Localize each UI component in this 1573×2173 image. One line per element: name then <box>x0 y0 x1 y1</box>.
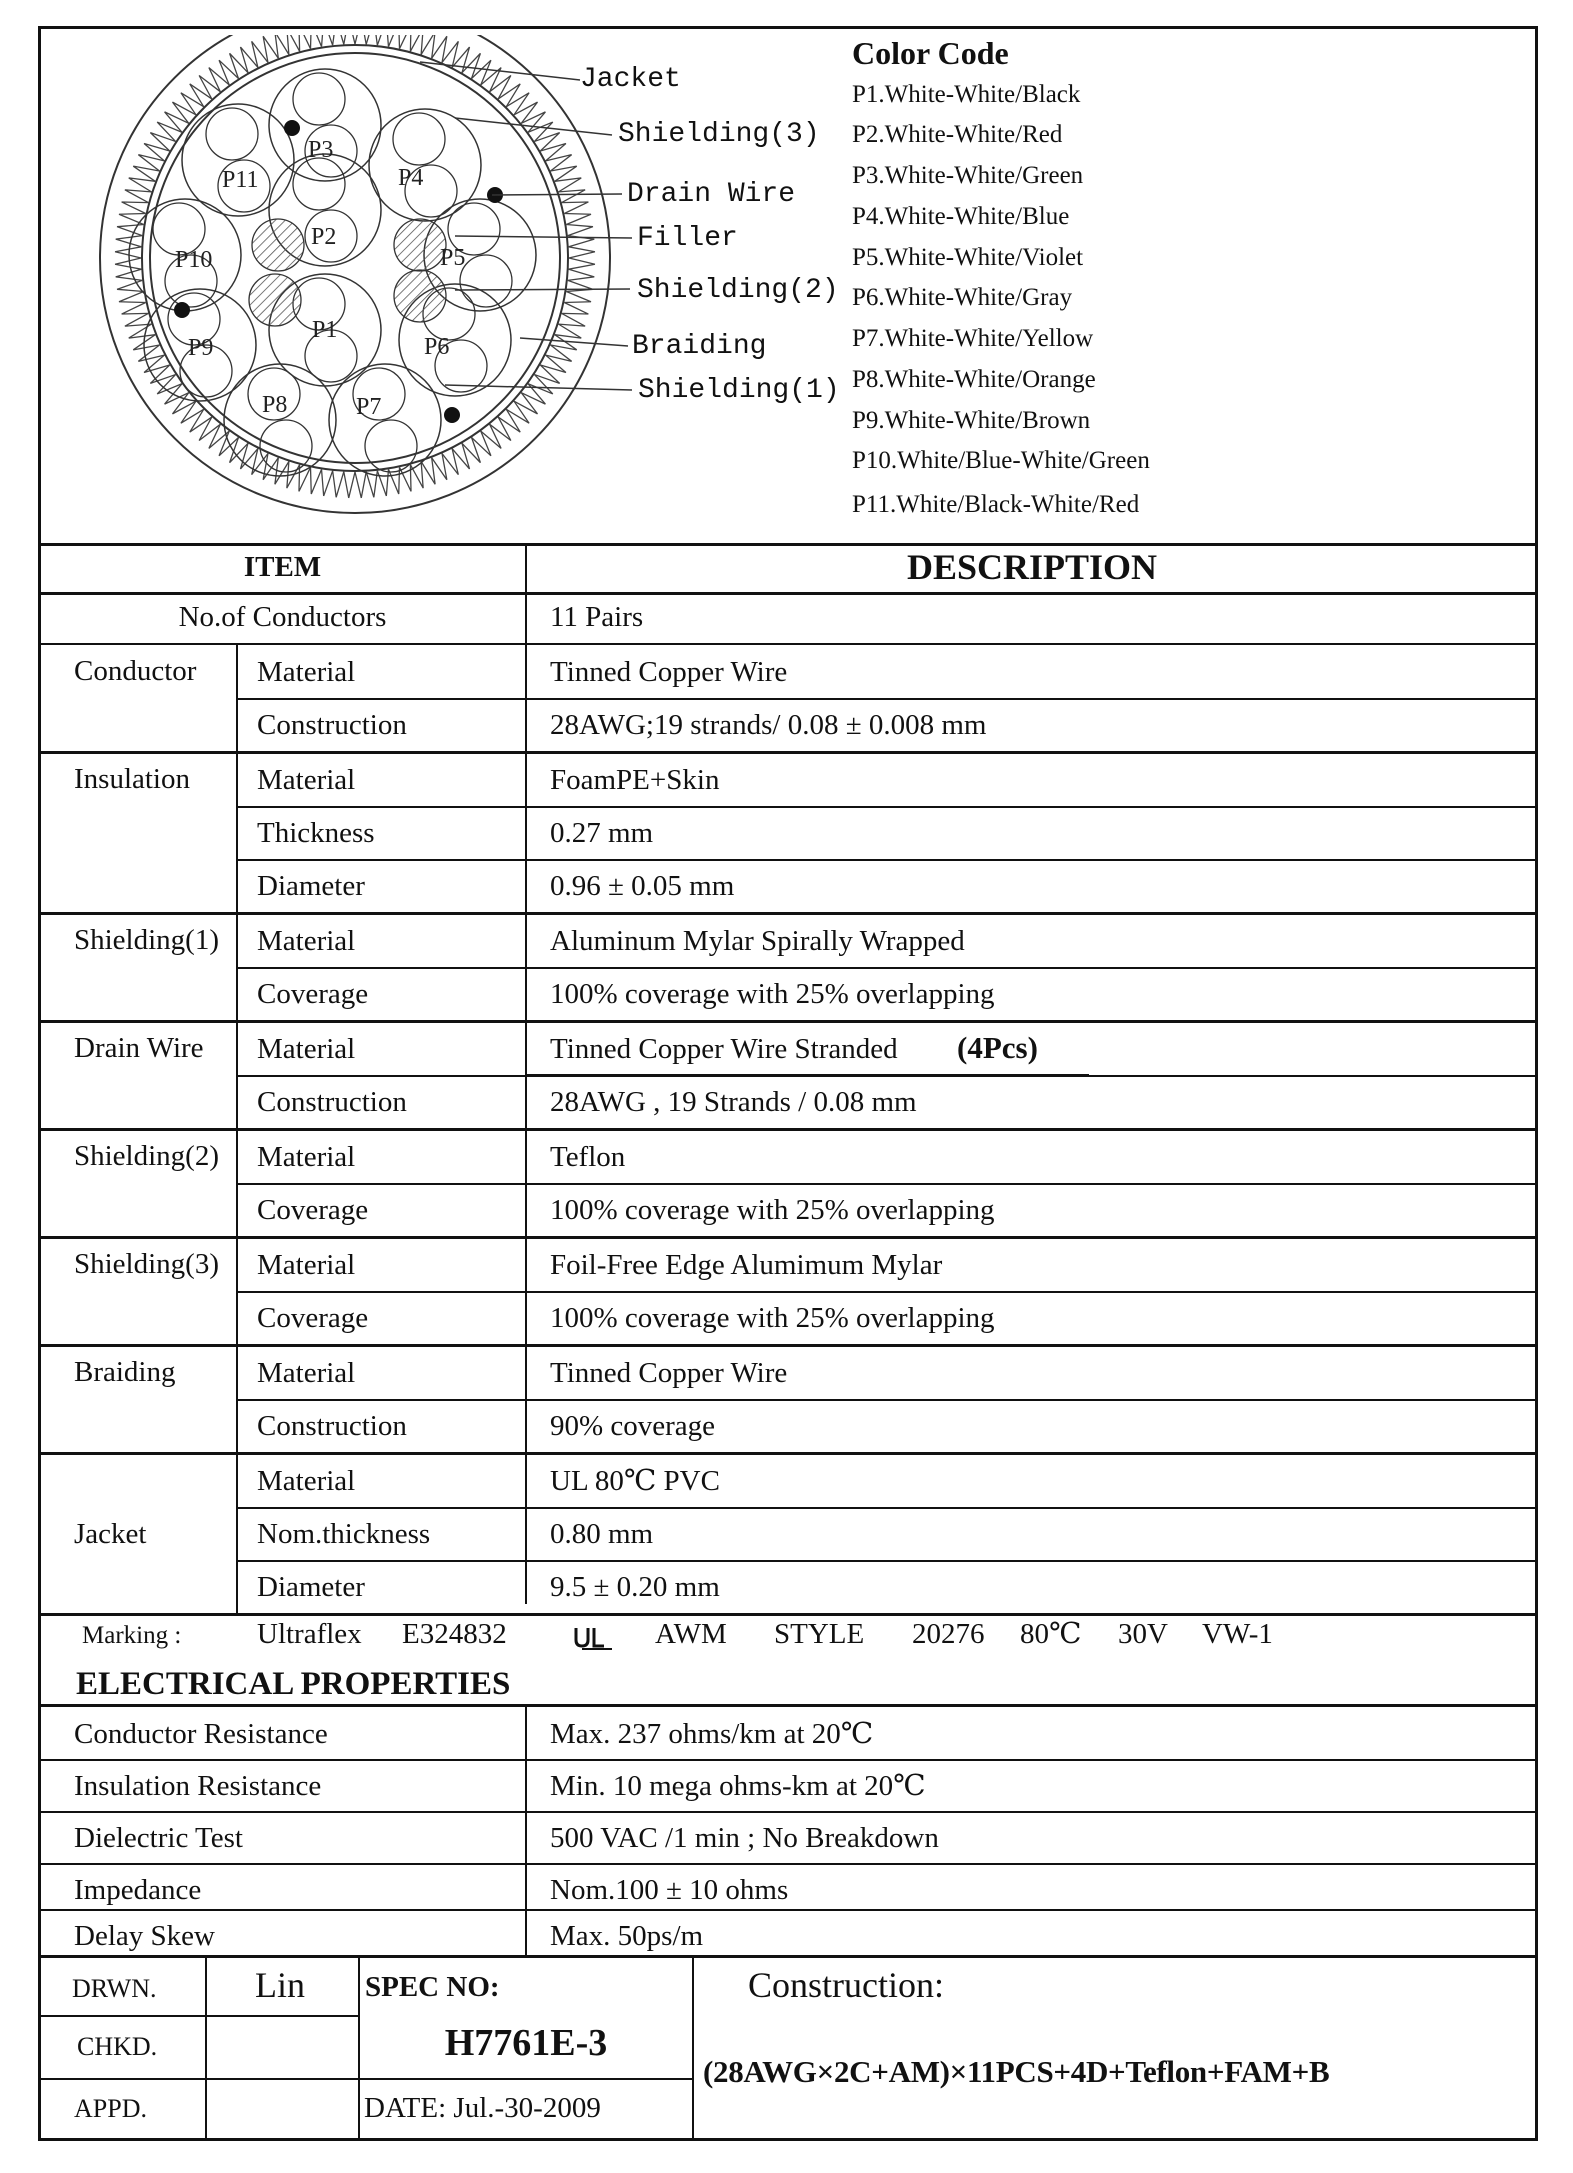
row-value: 90% coverage <box>550 1410 716 1442</box>
row-value: 100% coverage with 25% overlapping <box>550 1302 995 1334</box>
braid-tooth <box>399 465 411 492</box>
braid-tooth <box>275 35 289 58</box>
marking-voltage: 30V <box>1118 1618 1168 1650</box>
color-code-entry: P2.White-White/Red <box>852 121 1063 148</box>
filler-circles <box>249 219 446 326</box>
row-value: UL 80℃ PVC <box>550 1465 720 1497</box>
braid-tooth <box>366 35 377 45</box>
braid-tooth <box>116 269 142 280</box>
row-value: 28AWG , 19 Strands / 0.08 mm <box>550 1086 917 1118</box>
appd-label: APPD. <box>74 2094 147 2123</box>
filler <box>252 219 304 271</box>
braid-tooth <box>355 35 366 44</box>
color-code-entry: P11.White/Black-White/Red <box>852 491 1140 518</box>
braid-tooth <box>564 291 591 302</box>
pair-label: P4 <box>398 165 424 191</box>
braid-tooth <box>569 258 595 269</box>
marking-manufacturer: Ultraflex <box>257 1618 362 1650</box>
row-value: 28AWG;19 strands/ 0.08 ± 0.008 mm <box>550 709 987 741</box>
electrical-value: Nom.100 ± 10 ohms <box>550 1874 789 1906</box>
pair-label: P1 <box>312 317 338 343</box>
row-label: Material <box>257 1033 356 1065</box>
filler <box>249 274 301 326</box>
header-item: ITEM <box>243 551 322 583</box>
row-value: Tinned Copper Wire Stranded <box>550 1033 898 1065</box>
braid-tooth <box>344 472 355 498</box>
braid-tooth <box>333 471 344 497</box>
row-label: Material <box>257 1465 356 1497</box>
callout-drain-wire: Drain Wire <box>627 179 796 210</box>
marking-flame-rating: VW-1 <box>1202 1618 1273 1650</box>
marking-awm: AWM <box>655 1618 727 1650</box>
spec-no-label: SPEC NO: <box>365 1971 500 2003</box>
braid-tooth <box>122 202 149 214</box>
marking-style-number: 20276 <box>912 1618 985 1650</box>
braid-tooth <box>129 178 155 192</box>
braid-tooth <box>355 472 366 498</box>
row-label: Diameter <box>257 1571 365 1603</box>
row-value: 9.5 ± 0.20 mm <box>550 1571 720 1603</box>
filler <box>394 219 446 271</box>
braid-tooth <box>559 313 586 326</box>
row-value: FoamPE+Skin <box>550 764 720 796</box>
row-label: Coverage <box>257 978 369 1010</box>
braid-tooth <box>562 202 589 214</box>
braid-tooth <box>116 236 142 247</box>
row-value: 0.27 mm <box>550 817 654 849</box>
braid-tooth <box>410 35 423 54</box>
braid-tooth <box>322 35 333 47</box>
pair-label: P9 <box>188 335 214 361</box>
pair-label: P11 <box>222 167 259 193</box>
marking-temperature: 80℃ <box>1020 1618 1082 1650</box>
spec-no-value: H7761E-3 <box>444 2022 608 2064</box>
group-name: Insulation <box>74 763 190 795</box>
braid-tooth <box>344 35 355 44</box>
row-value: Foil-Free Edge Alumimum Mylar <box>550 1249 943 1281</box>
pair-label: P2 <box>311 224 337 250</box>
callout-shielding3: Shielding(3) <box>618 119 820 150</box>
electrical-value: Max. 50ps/m <box>550 1920 704 1952</box>
group-name: Shielding(2) <box>74 1140 219 1172</box>
braid-tooth <box>377 469 388 496</box>
electrical-label: Dielectric Test <box>74 1822 243 1854</box>
row-value: 100% coverage with 25% overlapping <box>550 978 995 1010</box>
braid-tooth <box>129 324 155 338</box>
braid-tooth <box>377 35 388 47</box>
electrical-value: Min. 10 mega ohms-km at 20℃ <box>550 1770 926 1802</box>
group-name: Jacket <box>74 1517 147 1550</box>
group-name: Braiding <box>74 1356 176 1388</box>
pair-label: P10 <box>175 247 213 273</box>
row-label: Coverage <box>257 1194 369 1226</box>
braid-tooth <box>311 467 322 494</box>
callout-braiding: Braiding <box>632 331 767 362</box>
ul-recognized-icon <box>572 1624 618 1652</box>
braid-tooth <box>119 291 146 302</box>
marking-file-number: E324832 <box>402 1618 507 1650</box>
construction-value: (28AWG×2C+AM)×11PCS+4D+Teflon+FAM+B <box>703 2054 1330 2089</box>
braid-tooth <box>399 35 411 51</box>
row-value: Aluminum Mylar Spirally Wrapped <box>550 925 965 957</box>
braid-tooth <box>562 302 589 314</box>
braid-tooth <box>566 225 593 236</box>
color-code-entry: P4.White-White/Blue <box>852 203 1070 230</box>
electrical-label: Conductor Resistance <box>74 1718 328 1750</box>
braid-tooth <box>322 469 333 496</box>
marking-label: Marking : <box>82 1622 182 1649</box>
row-label: Material <box>257 764 356 796</box>
electrical-value: 500 VAC /1 min ; No Breakdown <box>550 1822 939 1854</box>
braid-tooth <box>125 190 152 203</box>
group-name: Shielding(1) <box>74 924 219 956</box>
marking-style: STYLE <box>774 1618 865 1650</box>
drain-wire <box>174 302 190 318</box>
braid-tooth <box>559 190 586 203</box>
callout-filler: Filler <box>637 223 738 254</box>
pair-label: P5 <box>440 245 466 271</box>
braid-tooth <box>117 225 144 236</box>
electrical-value: Max. 237 ohms/km at 20℃ <box>550 1718 874 1750</box>
header-description: DESCRIPTION <box>906 547 1158 587</box>
braid-tooth <box>311 35 322 49</box>
pair-label: P3 <box>308 137 334 163</box>
callout-shielding1: Shielding(1) <box>638 375 840 406</box>
braid-tooth <box>388 35 399 49</box>
braid-tooth <box>555 324 581 338</box>
braid-tooth <box>115 258 141 269</box>
braid-tooth <box>568 269 594 280</box>
color-code-entry: P3.White-White/Green <box>852 162 1084 189</box>
braid-tooth <box>333 35 344 45</box>
braid-tooth <box>569 247 595 258</box>
pair-4 <box>369 109 481 221</box>
pair-label: P6 <box>424 334 450 360</box>
electrical-label: Insulation Resistance <box>74 1770 322 1802</box>
color-code-entry: P6.White-White/Gray <box>852 284 1073 311</box>
row-value: 0.96 ± 0.05 mm <box>550 870 735 902</box>
row-label: Construction <box>257 1410 407 1442</box>
row-label: Coverage <box>257 1302 369 1334</box>
row-value: Tinned Copper Wire <box>550 1357 788 1389</box>
braid-tooth <box>555 178 581 192</box>
pair-label: P8 <box>262 392 288 418</box>
color-code-entry: P8.White-White/Orange <box>852 366 1096 393</box>
braid-tooth <box>115 247 141 258</box>
electrical-label: Impedance <box>74 1874 202 1906</box>
pair-11 <box>182 104 294 216</box>
construction-label: Construction: <box>748 1965 944 2005</box>
chkd-label: CHKD. <box>77 2032 158 2061</box>
color-code-title: Color Code <box>852 35 1009 71</box>
date: DATE: Jul.-30-2009 <box>364 2092 601 2124</box>
color-code-entry: P5.White-White/Violet <box>852 244 1084 271</box>
drain-wire <box>284 120 300 136</box>
row-label: Material <box>257 1357 356 1389</box>
electrical-properties-title: ELECTRICAL PROPERTIES <box>76 1666 511 1702</box>
electrical-label: Delay Skew <box>74 1920 215 1952</box>
row-value: Tinned Copper Wire <box>550 656 788 688</box>
row-label: Diameter <box>257 870 365 902</box>
no-of-conductors-value: 11 Pairs <box>550 601 644 633</box>
group-name: Shielding(3) <box>74 1248 219 1280</box>
row-value: Teflon <box>550 1141 626 1173</box>
pair-7 <box>329 364 441 476</box>
drwn-value: Lin <box>255 1965 305 2005</box>
row-label: Material <box>257 925 356 957</box>
row-label: Construction <box>257 709 407 741</box>
callout-shielding2: Shielding(2) <box>637 275 839 306</box>
filler <box>394 270 446 322</box>
no-of-conductors-label: No.of Conductors <box>178 601 387 633</box>
drain-wire-dots <box>174 120 503 423</box>
row-label: Material <box>257 656 356 688</box>
row-value: 100% coverage with 25% overlapping <box>550 1194 995 1226</box>
pair-label: P7 <box>356 394 382 420</box>
row-label: Construction <box>257 1086 407 1118</box>
drain-wire <box>444 407 460 423</box>
drain-wire-quantity: (4Pcs) <box>957 1030 1038 1065</box>
braid-tooth <box>299 35 311 51</box>
braid-tooth <box>287 35 300 54</box>
row-label: Nom.thickness <box>257 1518 431 1550</box>
pair-8 <box>224 364 336 476</box>
drwn-label: DRWN. <box>72 1974 157 2003</box>
braid-tooth <box>117 280 144 291</box>
row-label: Thickness <box>257 817 375 849</box>
color-code-entry: P1.White-White/Black <box>852 81 1081 108</box>
color-code-entry: P7.White-White/Yellow <box>852 325 1094 352</box>
group-name: Drain Wire <box>74 1032 204 1064</box>
row-value: 0.80 mm <box>550 1518 654 1550</box>
braid-tooth <box>122 302 149 314</box>
group-name: Conductor <box>74 655 197 687</box>
color-code-entry: P9.White-White/Brown <box>852 407 1091 434</box>
row-label: Material <box>257 1249 356 1281</box>
color-code-entry: P10.White/Blue-White/Green <box>852 447 1150 474</box>
braid-tooth <box>421 35 435 58</box>
row-label: Material <box>257 1141 356 1173</box>
callout-jacket: Jacket <box>580 64 681 95</box>
braid-tooth <box>564 214 591 225</box>
